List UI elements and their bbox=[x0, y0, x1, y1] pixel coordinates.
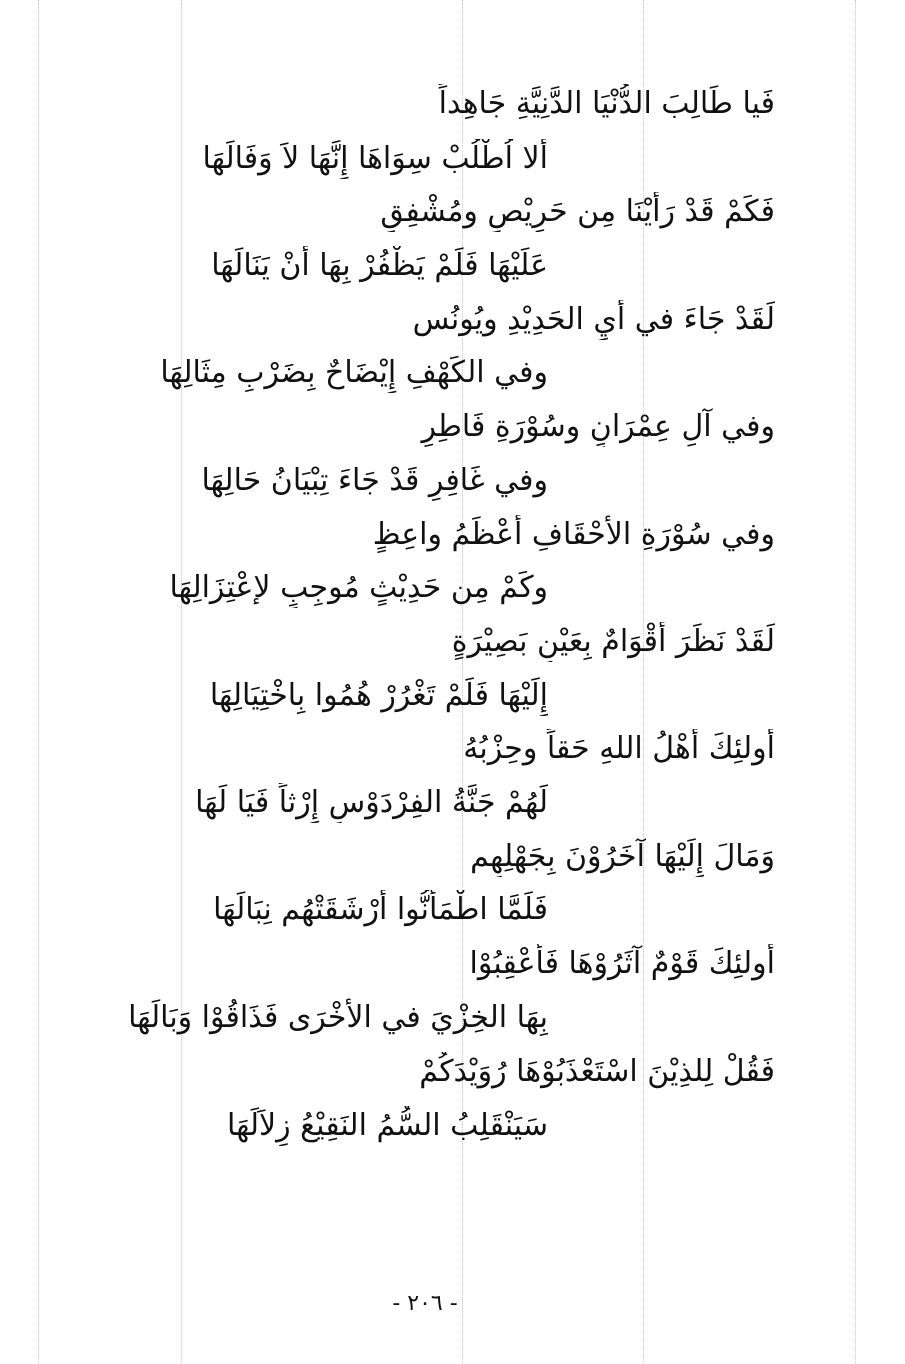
poem-line: أُولئِكَ قَوْمٌ آثَرُوْهَا فَأُعْقِبُوْا bbox=[469, 946, 775, 981]
poem-line: بِهَا الخِزْيَ في الأُخْرَى فَذَاقُوْا وَبَالَهَا bbox=[128, 1000, 548, 1035]
poem-line: وكَمْ مِن حَدِيْثٍ مُوجِبٍ لإعْتِزَالِهَا bbox=[169, 570, 548, 605]
poem-line: سَيَنْقَلِبُ السُّمُ النَقِيْعُ زِلاَلَهَا bbox=[226, 1108, 548, 1143]
poem-line: ألا اُطْلُبْ سِوَاهَا إِنَّهَا لاَ وَفَالَهَا bbox=[202, 141, 548, 176]
poem-line: وفي آلِ عِمْرَانٍ وسُوْرَةِ فَاطِرٍ bbox=[421, 409, 775, 444]
poem-line: فَقُلْ لِلذِيْنَ اسْتَعْذَبُوْهَا رُوَيْدَكُمْ bbox=[419, 1054, 775, 1089]
poem-line: وفي غَافِرٍ قَدْ جَاءَ تِبْيَانُ حَالِهَا bbox=[201, 463, 548, 498]
poem-line: لَقَدْ نَظَرَ أقْوَامٌ بِعَيْنِ بَصِيْرَةٍ bbox=[451, 624, 775, 659]
poem-line: لَهُمْ جَنَّةُ الفِرْدَوْسِ إِرْثاً فَيَا لَهَا bbox=[195, 785, 548, 820]
poem-line: وَمَالَ إِلَيْهَا آخَرُوْنَ بِجَهْلِهِم bbox=[470, 839, 775, 874]
poem-line: وفي سُوْرَةِ الأحْقَافِ أَعْظَمُ واعِظٍ bbox=[372, 517, 775, 552]
page-number: - ٢٠٦ - bbox=[392, 1291, 458, 1316]
poem-line: عَلَيْهَا فَلَمْ يَظْفُرْ بِهَا أَنْ يَنَالَهَا bbox=[211, 248, 548, 283]
poem-line: فَيا طَالِبَ الدُّنْيَا الدَّنِيَّةِ جَاهِداً bbox=[438, 86, 775, 121]
poem-line: إِلَيْهَا فَلَمْ تَغْرُرْ هُمُوا بِاخْتِيَالِهَا bbox=[209, 678, 548, 713]
poem-line: فَكَمْ قَدْ رَأَيْنَا مِن حَرِيْصٍ ومُشْفِقٍ bbox=[380, 194, 775, 229]
poem-line: فَلَمَّا اطْمَأَنُّوا أَرْشَقَتْهُم نِبَالَهَا bbox=[213, 892, 548, 927]
poem-line: أُولئِكَ أَهْلُ اللهِ حَقاً وحِزْبُهُ bbox=[463, 731, 775, 766]
poem-line: لَقَدْ جَاءَ في أيِ الحَدِيْدِ ويُونُس bbox=[412, 302, 775, 337]
poem-line: وفي الكَهْفِ إِيْضَاحٌ بِضَرْبِ مِثَالِهَا bbox=[160, 355, 548, 390]
